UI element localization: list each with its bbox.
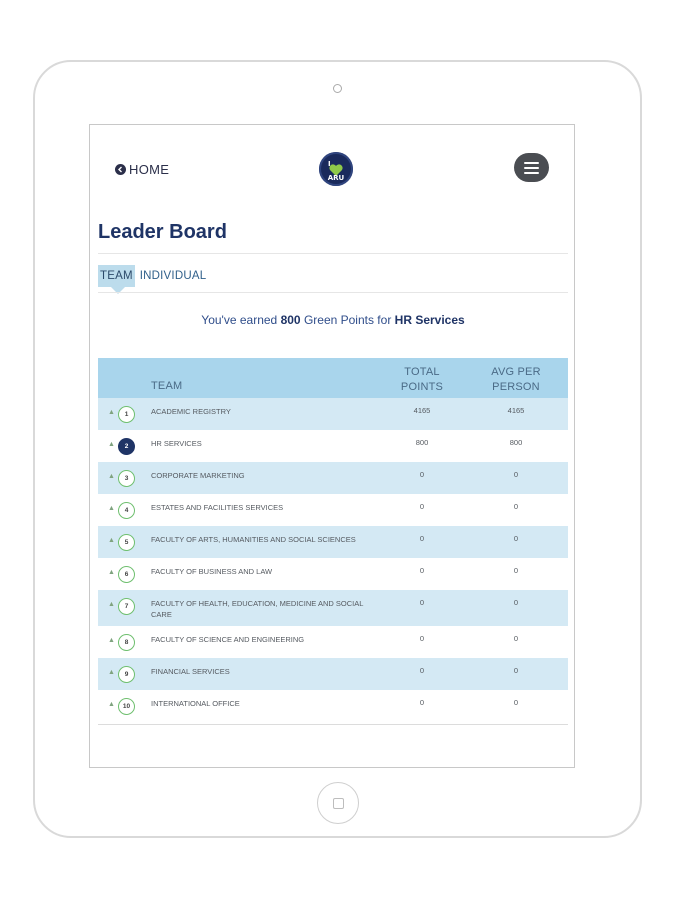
total-points: 0	[419, 502, 425, 511]
tab-individual[interactable]: INDIVIDUAL	[139, 270, 207, 282]
divider	[98, 724, 568, 725]
hamburger-icon-line	[524, 167, 539, 169]
earned-points-value: 800	[280, 313, 301, 327]
table-row[interactable]	[98, 690, 568, 722]
team-name: FINANCIAL SERVICES	[151, 667, 230, 676]
avg-per-person: 0	[513, 534, 519, 543]
avg-per-person: 0	[513, 666, 519, 675]
table-row[interactable]	[98, 658, 568, 690]
device-home-button[interactable]	[317, 782, 359, 824]
column-header-team[interactable]: TEAM	[151, 380, 183, 392]
divider	[98, 292, 568, 293]
home-link-label: HOME	[129, 162, 170, 177]
column-header-total-points[interactable]: TOTAL POINTS	[400, 366, 444, 393]
divider	[98, 253, 568, 254]
avg-per-person: 4165	[507, 406, 525, 415]
rank-badge: 2	[118, 438, 135, 455]
total-points: 0	[419, 634, 425, 643]
avg-per-person: 0	[513, 598, 519, 607]
total-points: 4165	[413, 406, 431, 415]
earned-points-message	[90, 313, 575, 327]
team-name: CORPORATE MARKETING	[151, 471, 245, 480]
team-name: HR SERVICES	[151, 439, 202, 448]
leaderboard-tabs	[98, 265, 208, 287]
rank-change-icon: ▲	[108, 409, 115, 416]
earned-prefix: You've earned	[201, 313, 278, 327]
team-name: ESTATES AND FACILITIES SERVICES	[151, 503, 284, 512]
avg-per-person: 0	[513, 698, 519, 707]
table-row[interactable]	[98, 626, 568, 658]
avg-per-person: 0	[513, 502, 519, 511]
table-row[interactable]	[98, 430, 568, 462]
rank-badge: 6	[118, 566, 135, 583]
svg-text:ARU: ARU	[327, 174, 345, 182]
avg-per-person: 0	[513, 634, 519, 643]
tab-team[interactable]: TEAM	[98, 265, 135, 287]
rank-change-icon: ▲	[108, 569, 115, 576]
team-name: FACULTY OF BUSINESS AND LAW	[151, 567, 273, 576]
svg-text:I: I	[328, 160, 331, 168]
rank-change-icon: ▲	[108, 701, 115, 708]
rank-change-icon: ▲	[108, 669, 115, 676]
menu-button[interactable]	[514, 153, 549, 182]
team-name: ACADEMIC REGISTRY	[151, 407, 231, 416]
total-points: 0	[419, 666, 425, 675]
rank-change-icon: ▲	[108, 537, 115, 544]
table-row[interactable]	[98, 526, 568, 558]
avg-per-person: 0	[513, 566, 519, 575]
total-points: 0	[419, 698, 425, 707]
logo-heart-icon	[321, 154, 351, 184]
rank-badge: 4	[118, 502, 135, 519]
leaderboard-table	[98, 358, 568, 725]
rank-badge: 3	[118, 470, 135, 487]
rank-badge: 10	[118, 698, 135, 715]
table-row[interactable]	[98, 398, 568, 430]
total-points: 0	[419, 566, 425, 575]
rank-badge: 1	[118, 406, 135, 423]
rank-change-icon: ▲	[108, 505, 115, 512]
app-screen	[89, 124, 575, 768]
total-points: 0	[419, 534, 425, 543]
square-icon	[333, 798, 344, 809]
rank-change-icon: ▲	[108, 637, 115, 644]
hamburger-icon-line	[524, 172, 539, 174]
rank-change-icon: ▲	[108, 473, 115, 480]
total-points: 0	[419, 598, 425, 607]
table-row[interactable]	[98, 494, 568, 526]
rank-badge: 9	[118, 666, 135, 683]
table-row[interactable]	[98, 590, 568, 626]
avg-per-person: 800	[509, 438, 523, 447]
earned-team-name: HR Services	[394, 313, 465, 327]
rank-change-icon: ▲	[108, 601, 115, 608]
avg-per-person: 0	[513, 470, 519, 479]
table-header	[98, 358, 568, 398]
home-link[interactable]	[115, 162, 169, 177]
team-name: FACULTY OF ARTS, HUMANITIES AND SOCIAL SCIENCES	[151, 535, 356, 544]
rank-badge: 5	[118, 534, 135, 551]
page-title: Leader Board	[98, 221, 227, 243]
table-row[interactable]	[98, 462, 568, 494]
team-name: INTERNATIONAL OFFICE	[151, 699, 240, 708]
team-name: FACULTY OF SCIENCE AND ENGINEERING	[151, 635, 305, 644]
column-header-avg-per-person[interactable]: AVG PER PERSON	[491, 366, 541, 393]
team-name: FACULTY OF HEALTH, EDUCATION, MEDICINE AND SOCIAL CARE	[151, 599, 364, 619]
total-points: 800	[415, 438, 429, 447]
hamburger-icon-line	[524, 162, 539, 164]
rank-badge: 7	[118, 598, 135, 615]
total-points: 0	[419, 470, 425, 479]
camera-icon	[333, 84, 342, 93]
earned-middle: Green Points for	[303, 313, 392, 327]
aru-logo	[319, 152, 353, 186]
rank-badge: 8	[118, 634, 135, 651]
table-row[interactable]	[98, 558, 568, 590]
rank-change-icon: ▲	[108, 441, 115, 448]
chevron-left-icon	[115, 164, 126, 175]
